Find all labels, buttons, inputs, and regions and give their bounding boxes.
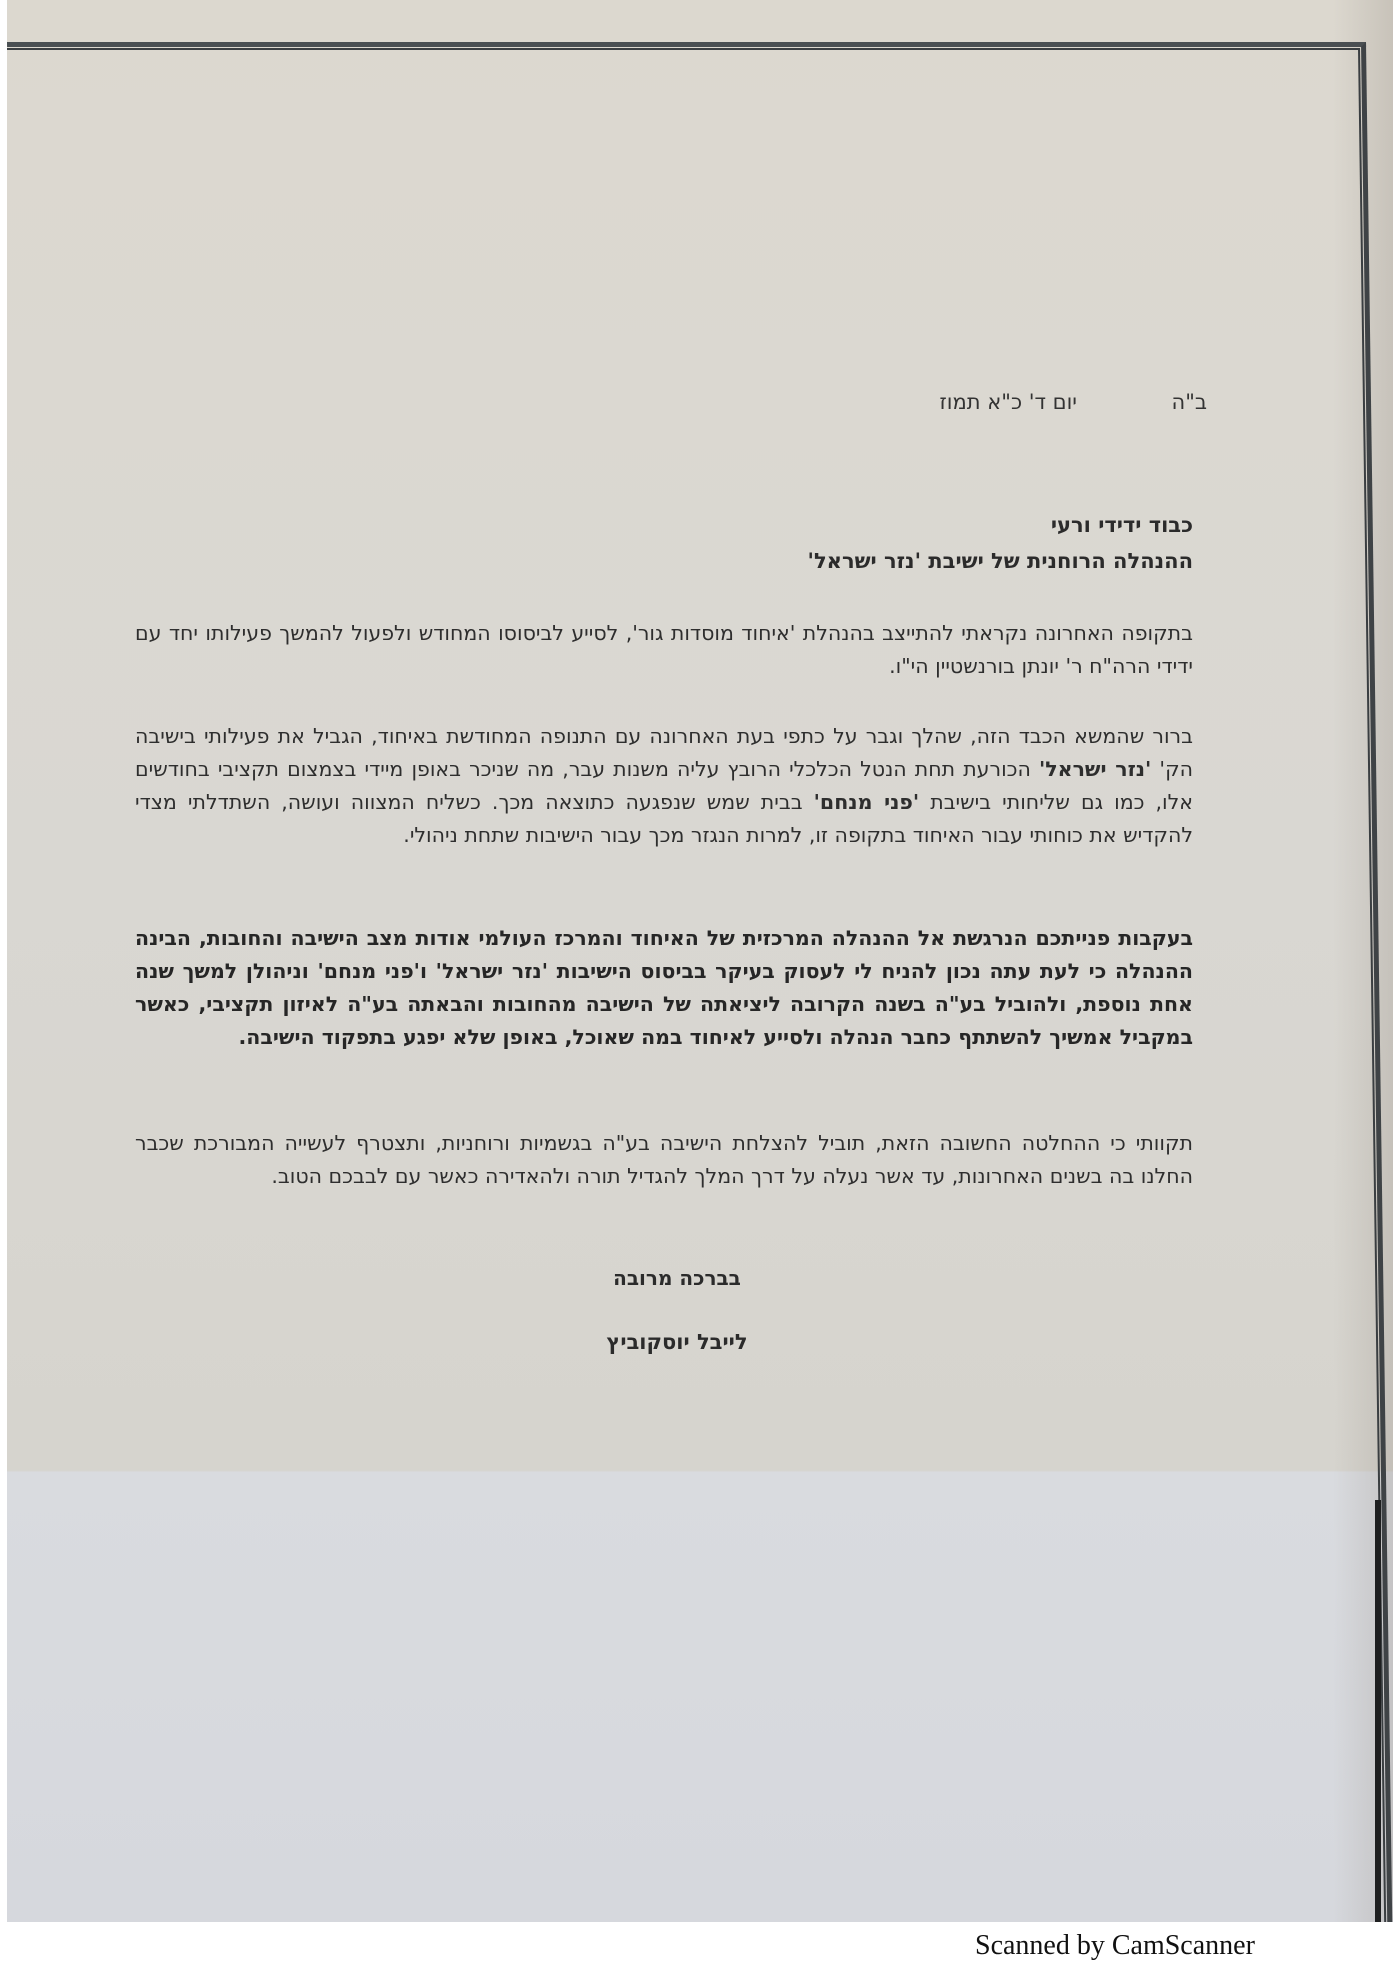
- paragraph-3: בעקבות פנייתכם הנרגשת אל ההנהלה המרכזית של האיחוד והמרכז העולמי אודות מצב הישיבה והחובות, הבינה ההנהלה כי לעת עתה נכון להניח לי לעסוק בעיקר בביסוס הישיבות 'נזר ישראל' ו'פני מנחם' וניהולן למשך שנה אחת נוספת, ולהוביל בע"ה בשנה הקרובה ליציאתה של הישיבה מהחובות והבאתה בע"ה לאיזון תקציבי, כאשר במקביל אמשיך להשתתף כחבר הנהלה ולסייע לאיחוד במה שאוכל, באופן שלא יפגע בתפקוד הישיבה.: [135, 926, 1193, 1049]
- salutation-line-1: כבוד ידידי ורעי: [1050, 513, 1193, 537]
- yeshiva-name-pnei-menachem: 'פני מנחם': [813, 790, 920, 814]
- page-edge-shadow: [1375, 1500, 1381, 1922]
- paragraph-2-text-b: הכורעת תחת הנטל הכלכלי הרובץ עליה משנות עבר, מה שניכר באופן מיידי בצמצום תקציבי בחודשים אלו, כמו גם שליחותי בישיבת: [135, 757, 1194, 814]
- paragraph-2-text-a: ברור שהמשא הכבד הזה, שהלך וגבר על כתפי בעת האחרונה עם התנופה המחודשת באיחוד, הגביל את פעילותי בישיבה הק': [135, 724, 1194, 781]
- scanned-page-photo: [7, 0, 1393, 1922]
- closing-greeting: בברכה מרובה: [613, 1266, 741, 1290]
- yeshiva-name-nezer-yisrael: 'נזר ישראל': [1038, 757, 1152, 781]
- paragraph-4: תקוותי כי ההחלטה החשובה הזאת, תוביל להצלחת הישיבה בע"ה בגשמיות ורוחניות, ותצטרף לעשייה המבורכת שכבר החלנו בה בשנים האחרונות, עד אשר נעלה על דרך המלך להגדיל תורה ולהאדירה כאשר עם לבבכם הטוב.: [135, 1131, 1193, 1188]
- letter-header: [567, 390, 1207, 424]
- salutation-line-2: ההנהלה הרוחנית של ישיבת 'נזר ישראל': [807, 549, 1193, 573]
- paragraph-2-text-c: בבית שמש שנפגעה כתוצאה מכך. כשליח המצווה ועושה, השתדלתי מצדי להקדיש את כוחותי עבור האיחוד בתקופה זו, למרות הנגזר מכך עבור הישיבות שתחת ניהולי.: [135, 790, 1193, 847]
- paragraph-2: [135, 720, 1193, 852]
- signature-name: לייבל יוסקוביץ: [606, 1330, 748, 1354]
- bh-mark: ב"ה: [1171, 390, 1207, 414]
- salutation: [808, 507, 1193, 579]
- letter-date: יום ד' כ"א תמוז: [939, 390, 1077, 414]
- paragraph-1: בתקופה האחרונה נקראתי להתייצב בהנהלת 'איחוד מוסדות גור', לסייע לביסוסו המחודש ולפעול להמשך פעילותו יחד עם ידידי הרה"ח ר' יונתן בורנשטיין הי"ו.: [135, 621, 1193, 678]
- camscanner-watermark: Scanned by CamScanner: [975, 1930, 1255, 1961]
